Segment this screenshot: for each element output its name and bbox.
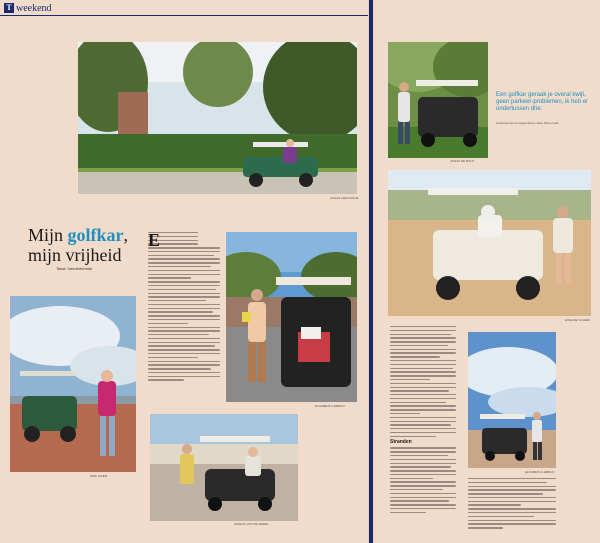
article-text-column-1 [148, 232, 220, 412]
headline-part2: , mijn vrijheid [28, 225, 129, 265]
photo-man-cart [388, 42, 488, 158]
headline [28, 225, 148, 265]
photo-yellow-bag [226, 232, 357, 402]
photo-couple-cart [150, 414, 298, 521]
brand-title: weekend [16, 2, 52, 14]
brand-logo: T [4, 3, 14, 13]
credit-photo-dog-cart: EVELINE SCHEIR [565, 318, 590, 322]
photo-small-right-image [468, 332, 556, 468]
credit-photo-man-cart: JOHAN DE BOCK [450, 159, 475, 163]
brand-header [4, 2, 52, 14]
photo-dog-cart-image [388, 170, 591, 316]
photo-top-lane [78, 42, 357, 194]
headline-accent: golfkar [67, 225, 124, 245]
header-rule [0, 15, 368, 16]
photo-top-lane-image [78, 42, 357, 194]
credit-photo-couple-cart: GIDEON VAN DE WIERE [234, 522, 269, 526]
photo-woman-left [10, 296, 136, 472]
photo-woman-left-image [10, 296, 136, 472]
headline-part1: Mijn [28, 225, 68, 245]
credit-photo-woman-left: DIRK WAEM [90, 474, 108, 478]
photo-small-right [468, 332, 556, 468]
article-text-column-2 [390, 326, 456, 531]
article-text-column-3 [468, 478, 556, 533]
subhead-stranden: Stranden [390, 439, 412, 446]
pull-quote-attribution: Gepensioneerd vastgoedman Jean-Pierre Gelb [496, 121, 559, 125]
photo-yellow-bag-image [226, 232, 357, 402]
page-gutter [369, 0, 373, 543]
byline: Tekst: Vanderbemde [56, 266, 93, 271]
photo-man-cart-image [388, 42, 488, 158]
photo-couple-cart-image [150, 414, 298, 521]
credit-photo-top: JOHAN LIEFOOGHE [330, 196, 359, 200]
photo-dog-cart [388, 170, 591, 316]
credit-photo-yellow-bag: ELISABETH LEBRUN [315, 404, 345, 408]
credit-photo-small-right: ELISABETH LEBRUN [525, 470, 555, 474]
dropcap: E [148, 232, 161, 250]
pull-quote: Een golfkar geraak je overal kwijt, geen parkeer-problemen, ik heb er ondertussen drie. [496, 92, 589, 112]
